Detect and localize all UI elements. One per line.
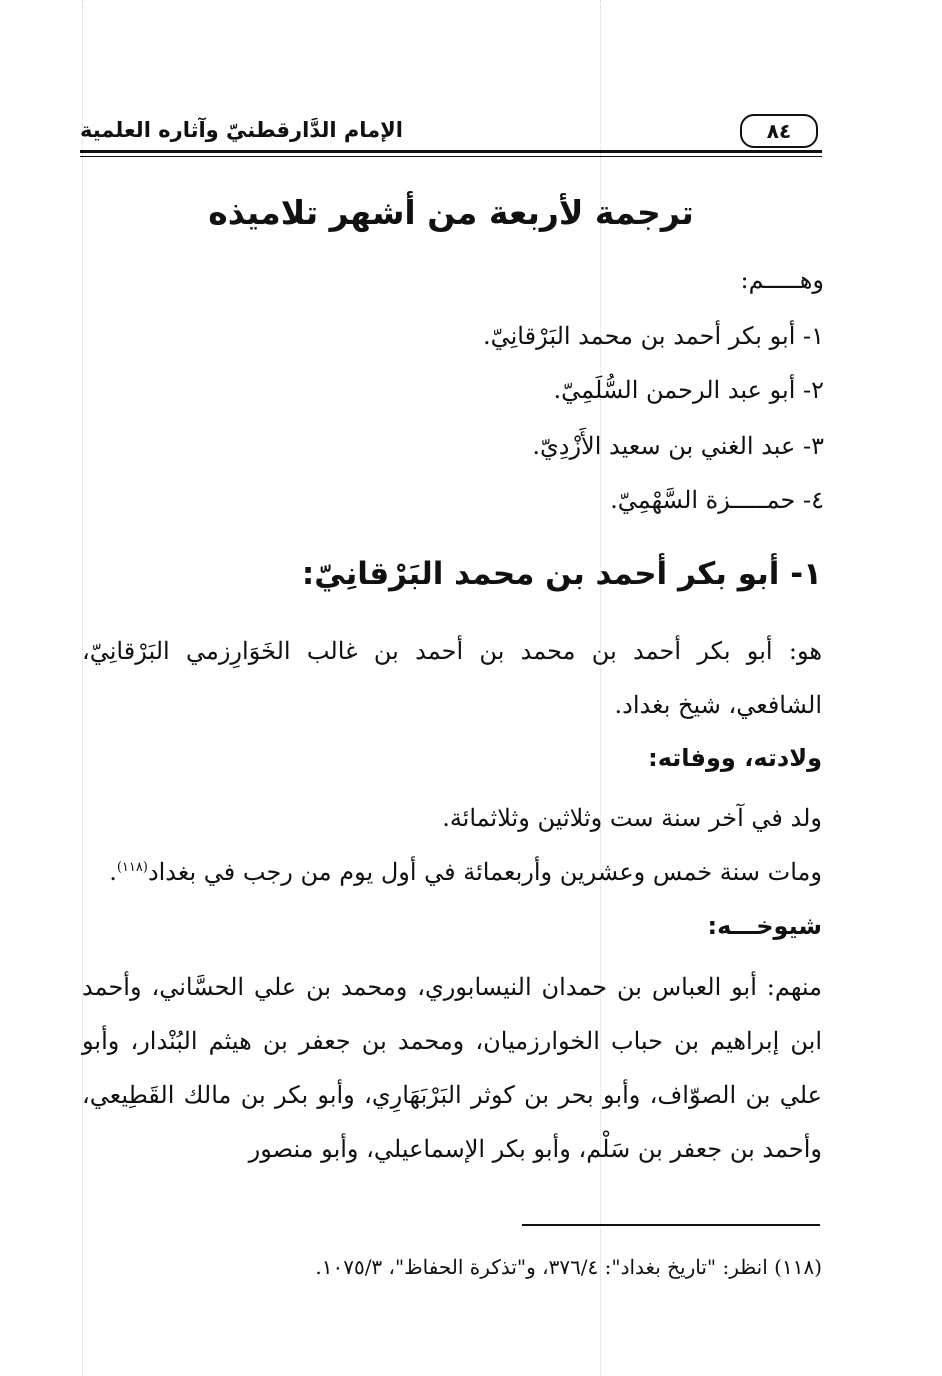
death-line [109,852,822,892]
running-title: الإمام الدَّارقطنيّ وآثاره العلمية [80,118,403,142]
page-number: ٨٤ [740,114,818,148]
death-line-end: . [109,858,117,886]
biography-paragraph: هو: أبو بكر أحمد بن محمد بن أحمد بن غالب الخَوَارِزمي البَرْقانِيّ، الشافعي، شيخ بغداد. [82,637,822,719]
page-header [80,104,822,150]
student-list-item: ٢- أبو عبد الرحمن السُّلَمِيّ. [553,376,824,404]
chapter-title: ترجمة لأربعة من أشهر تلاميذه [208,193,694,232]
footnote-separator [522,1224,820,1226]
footnote-reference: (١١٨) [116,860,148,875]
death-text: ومات سنة خمس وعشرين وأربعمائة في أول يوم من رجب في بغداد [147,858,822,886]
sheikhs-heading: شيوخـــه: [707,912,822,940]
student-list-item: ٣- عبد الغني بن سعيد الأَزْدِيّ. [532,432,824,460]
students-intro: وهـــــم: [740,266,824,294]
student-list-item: ٤- حمـــــزة السَّهْمِيّ. [610,486,824,514]
sheikhs-paragraph: منهم: أبو العباس بن حمدان النيسابوري، ومحمد بن علي الحسَّاني، وأحمد ابن إبراهيم بن حباب الخوارزميان، ومحمد بن جعفر بن هيثم البُنْدار، وأبو علي بن الصوّاف، وأبو بحر بن كوثر البَرْبَهَارِي، وأبو بكر بن مالك القَطِيعي، وأحمد بن جعفر بن سَلْم، وأبو بكر الإسماعيلي، وأبو منصور [82,973,822,1163]
section-heading: ١- أبو بكر أحمد بن محمد البَرْقانِيّ: [301,556,822,592]
student-list-item: ١- أبو بكر أحمد بن محمد البَرْقانِيّ. [482,322,824,350]
footnote: (١١٨) انظر: "تاريخ بغداد": ٣٧٦/٤، و"تذكرة الحفاظ"، ١٠٧٥/٣. [315,1255,822,1279]
header-rule-thick [80,150,822,153]
birth-death-heading: ولادته، ووفاته: [648,744,822,772]
birth-line: ولد في آخر سنة ست وثلاثين وثلاثمائة. [442,804,822,832]
header-rule-thin [80,156,822,157]
